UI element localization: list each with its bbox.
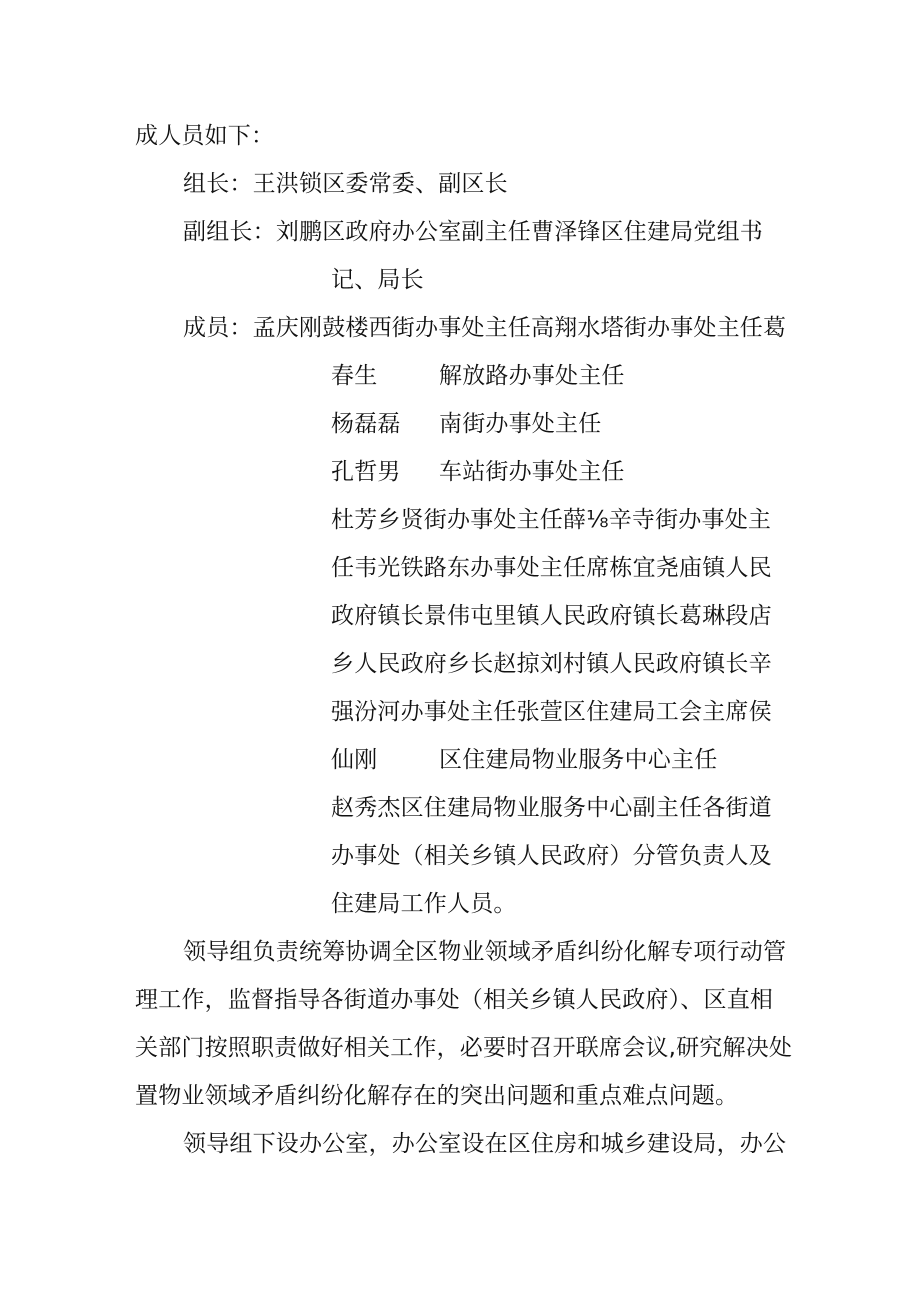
paragraph-1-line xyxy=(135,985,773,1015)
members-tail-text: 办事处（相关乡镇人民政府）分管负责人及 xyxy=(331,843,772,869)
intro-text: 成人员如下： xyxy=(135,123,275,149)
paragraph-1-line xyxy=(135,1081,738,1111)
members-tail-text: 住建局工作人员。 xyxy=(331,891,517,917)
member-row xyxy=(331,361,625,391)
leader-text: 王洪锁区委常委、副区长 xyxy=(252,171,508,197)
members-cont-line xyxy=(331,697,772,727)
paragraph-1-text: 关部门按照职责做好相关工作，必要时召开联席会议,研究解决处 xyxy=(135,1035,793,1061)
members-cont-line xyxy=(331,553,772,583)
deputy-text-1: 刘鹏区政府办公室副主任曹泽锋区住建局党组书 xyxy=(275,219,764,245)
members-label: 成员： xyxy=(183,315,253,341)
member-name: 杨磊磊 xyxy=(331,411,401,437)
members-cont-text: 强汾河办事处主任张萱区住建局工会主席侯 xyxy=(331,699,772,725)
members-tail-line xyxy=(331,793,772,823)
members-cont-text: 任韦光铁路东办事处主任席栋宜尧庙镇人民 xyxy=(331,555,772,581)
members-tail-line xyxy=(331,841,772,871)
paragraph-1-text: 领导组负责统筹协调全区物业领域矛盾纠纷化解专项行动管 xyxy=(183,939,787,965)
paragraph-2-line xyxy=(183,1129,786,1159)
members-cont-text: 乡人民政府乡长赵掠刘村镇人民政府镇长辛 xyxy=(331,651,772,677)
member-name: 春生 xyxy=(331,363,378,389)
members-cont-line xyxy=(331,601,772,631)
leader-label: 组长： xyxy=(183,171,253,197)
deputy-text-2: 记、局长 xyxy=(331,267,424,293)
member-row xyxy=(331,457,625,487)
member-title: 车站街办事处主任 xyxy=(439,459,625,485)
members-cont-line xyxy=(331,649,772,679)
member-name: 孔哲男 xyxy=(331,459,401,485)
members-tail-line xyxy=(331,889,517,919)
member-title: 解放路办事处主任 xyxy=(439,363,625,389)
leader-line xyxy=(183,169,508,199)
members-line-1 xyxy=(183,313,786,343)
member-name: 仙刚 xyxy=(331,747,378,773)
deputy-label: 副组长： xyxy=(183,219,276,245)
members-cont-text: 杜芳乡贤街办事处主任薛⅛辛寺街办事处主 xyxy=(331,507,772,533)
members-cont-line xyxy=(331,505,771,535)
member-row xyxy=(331,409,601,439)
deputy-line-1 xyxy=(183,217,763,247)
deputy-line-2 xyxy=(331,265,424,295)
member-title: 区住建局物业服务中心主任 xyxy=(439,747,718,773)
members-cont-text: 政府镇长景伟屯里镇人民政府镇长葛琳段店 xyxy=(331,603,772,629)
paragraph-1-text: 理工作，监督指导各街道办事处（相关乡镇人民政府）、区直相 xyxy=(135,987,774,1013)
paragraph-2-text: 领导组下设办公室，办公室设在区住房和城乡建设局，办公 xyxy=(183,1131,787,1157)
members-tail-text: 赵秀杰区住建局物业服务中心副主任各街道 xyxy=(331,795,772,821)
paragraph-1-text: 置物业领域矛盾纠纷化解存在的突出问题和重点难点问题。 xyxy=(135,1083,739,1109)
members-text-1: 孟庆刚鼓楼西街办事处主任高翔水塔街办事处主任葛 xyxy=(252,315,787,341)
paragraph-1-line xyxy=(135,1033,792,1063)
intro-line xyxy=(135,121,274,151)
member-title: 南街办事处主任 xyxy=(439,411,602,437)
paragraph-1-line xyxy=(183,937,786,967)
member-row xyxy=(331,745,717,775)
